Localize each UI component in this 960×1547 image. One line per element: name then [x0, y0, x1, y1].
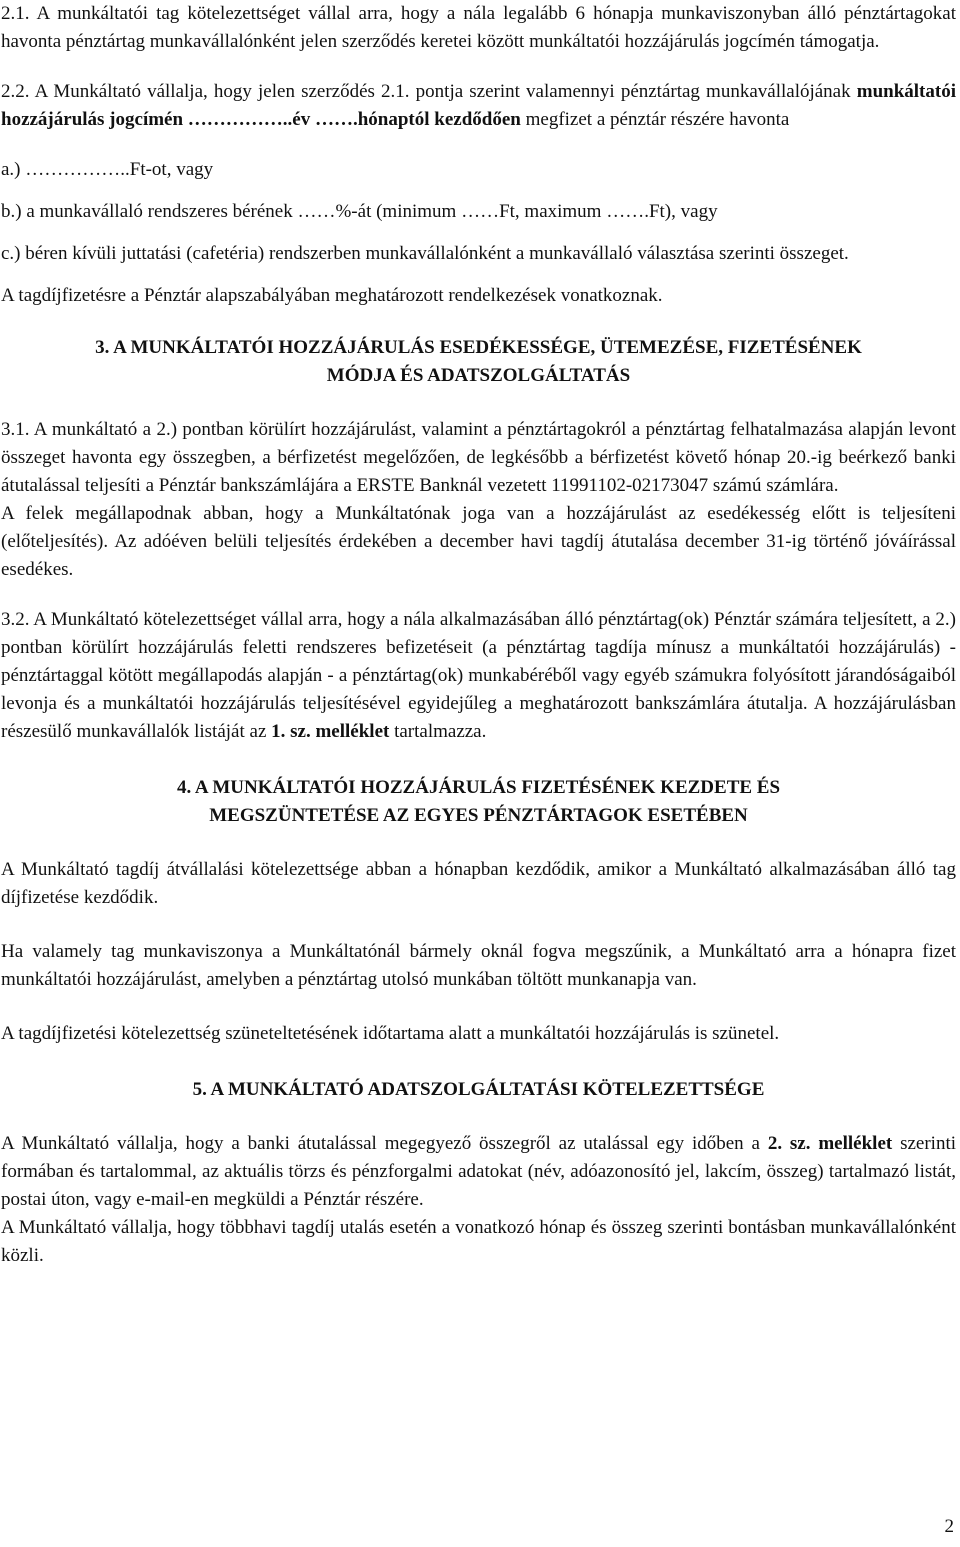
section-4-paragraph-1-text: A Munkáltató tagdíj átvállalási kötelezettsége abban a hónapban kezdődik, amikor a Munkáltató alkalmazásában álló tag díjfizetése kezdődik.	[1, 859, 956, 908]
paragraph-2-1-text: 2.1. A munkáltatói tag kötelezettséget vállal arra, hogy a nála legalább 6 hónapja munkaviszonyban álló pénztártagokat havonta pénztártag munkavállalónként jelen szerződés keretei között munkáltatói hozzájárulás jogcímén támogatja.	[1, 3, 956, 52]
option-a-text: a.) ……………..Ft-ot, vagy	[1, 159, 214, 180]
section-3-heading	[1, 334, 956, 390]
paragraph-3-2	[1, 606, 956, 746]
section-4-paragraph-3-text: A tagdíjfizetési kötelezettség szüneteltetésének időtartama alatt a munkáltatói hozzájárulás is szünetel.	[1, 1023, 780, 1044]
page-number: 2	[944, 1516, 954, 1537]
section-3-heading-line-1: 3. A MUNKÁLTATÓI HOZZÁJÁRULÁS ESEDÉKESSÉGE, ÜTEMEZÉSE, FIZETÉSÉNEK	[95, 337, 862, 358]
section-3-heading-line-2: MÓDJA ÉS ADATSZOLGÁLTATÁS	[326, 365, 631, 386]
section-4-heading-line-2: MEGSZÜNTETÉSE AZ EGYES PÉNZTÁRTAGOK ESETÉBEN	[209, 805, 748, 826]
paragraph-2-2-start: 2.2. A Munkáltató vállalja, hogy jelen szerződés 2.1. pontja szerint valamennyi pénztártag munkavállalójának	[1, 81, 857, 102]
section-5-paragraph-1-end: szerinti formában és tartalommal, az aktuális törzs és pénzforgalmi adatokat (név, adóazonosító jel, lakcím, összeg) tartalmazó listát, postai úton, vagy e-mail-en megküldi a Pénztár részére.	[1, 1133, 956, 1210]
section-4-heading	[1, 774, 956, 830]
paragraph-3-1	[1, 416, 956, 500]
section-2-closing-text: A tagdíjfizetésre a Pénztár alapszabályában meghatározott rendelkezések vonatkoznak.	[1, 285, 663, 306]
paragraph-3-1b-text: A felek megállapodnak abban, hogy a Munkáltatónak joga van a hozzájárulást az esedékesség előtt is teljesíteni (előteljesítés). Az adóéven belüli teljesítés érdekében a december havi tagdíj átutalása december 31-ig történő jóváírással esedékes.	[1, 503, 956, 580]
section-5-paragraph-2-text: A Munkáltató vállalja, hogy többhavi tagdíj utalás esetén a vonatkozó hónap és összeg szerinti bontásban munkavállalónként közli.	[1, 1217, 956, 1266]
section-4-paragraph-2-text: Ha valamely tag munkaviszonya a Munkáltatónál bármely oknál fogva megszűnik, a Munkáltató arra a hónapra fizet munkáltatói hozzájárulást, amelyben a pénztártag utolsó munkában töltött munkanapja van.	[1, 941, 956, 990]
section-2-closing	[1, 282, 956, 310]
option-c	[1, 240, 956, 268]
paragraph-3-2-start: 3.2. A Munkáltató kötelezettséget vállal arra, hogy a nála alkalmazásában álló pénztártag(ok) Pénztár számára teljesített, a 2.) pontban körülírt hozzájárulás feletti rendszeres befizetéseit (a pénztártag tagdíja mínusz a munkáltatói hozzájárulás) - pénztártaggal kötött megállapodás alapján - a pénztártag(ok) munkabéréből vagy egyéb számukra folyósított járandóságaiból levonja és a munkáltatói hozzájárulás teljesítésével egyidejűleg a meghatározott bankszámlára átutalja. A hozzájárulásban részesülő munkavállalók listáját az	[1, 609, 956, 742]
section-5-heading: 5. A MUNKÁLTATÓ ADATSZOLGÁLTATÁSI KÖTELEZETTSÉGE	[192, 1079, 765, 1100]
paragraph-2-2-bold: munkáltatói hozzájárulás jogcímén ……………..év …….hónaptól kezdődően	[1, 81, 956, 130]
paragraph-3-1-text: 3.1. A munkáltató a 2.) pontban körülírt hozzájárulást, valamint a pénztártagokról a pénztártag felhatalmazása alapján levont összeget havonta egy összegben, a bérfizetést megelőzően, de legkésőbb a bérfizetést követő hónap 20.-ig beérkező banki átutalással teljesíti a Pénztár bankszámlájára a ERSTE Banknál vezetett 11991102-02173047 számú számlára.	[1, 419, 956, 496]
section-5-paragraph-2	[1, 1214, 956, 1270]
paragraph-3-2-end: tartalmazza.	[389, 721, 487, 742]
section-4-heading-line-1: 4. A MUNKÁLTATÓI HOZZÁJÁRULÁS FIZETÉSÉNEK KEZDETE ÉS	[176, 777, 781, 798]
section-4-paragraph-1	[1, 856, 956, 912]
section-4-paragraph-3	[1, 1020, 956, 1048]
option-a	[1, 156, 956, 184]
option-b	[1, 198, 956, 226]
option-c-text: c.) béren kívüli juttatási (cafetéria) rendszerben munkavállalónként a munkavállaló választása szerinti összeget.	[1, 243, 849, 264]
section-4-paragraph-2	[1, 938, 956, 994]
section-5-paragraph-1	[1, 1130, 956, 1214]
paragraph-2-2	[1, 78, 956, 134]
section-5-paragraph-1-bold: 2. sz. melléklet	[767, 1133, 893, 1154]
paragraph-3-2-bold: 1. sz. melléklet	[271, 721, 390, 742]
option-b-text: b.) a munkavállaló rendszeres bérének ……%-át (minimum ……Ft, maximum …….Ft), vagy	[1, 201, 718, 222]
paragraph-2-1	[1, 0, 956, 56]
section-5-paragraph-1-start: A Munkáltató vállalja, hogy a banki átutalással megegyező összegről az utalással egy időben a	[1, 1133, 768, 1154]
paragraph-3-1b	[1, 500, 956, 584]
paragraph-2-2-end: megfizet a pénztár részére havonta	[520, 109, 790, 130]
document-page	[1, 0, 956, 1270]
